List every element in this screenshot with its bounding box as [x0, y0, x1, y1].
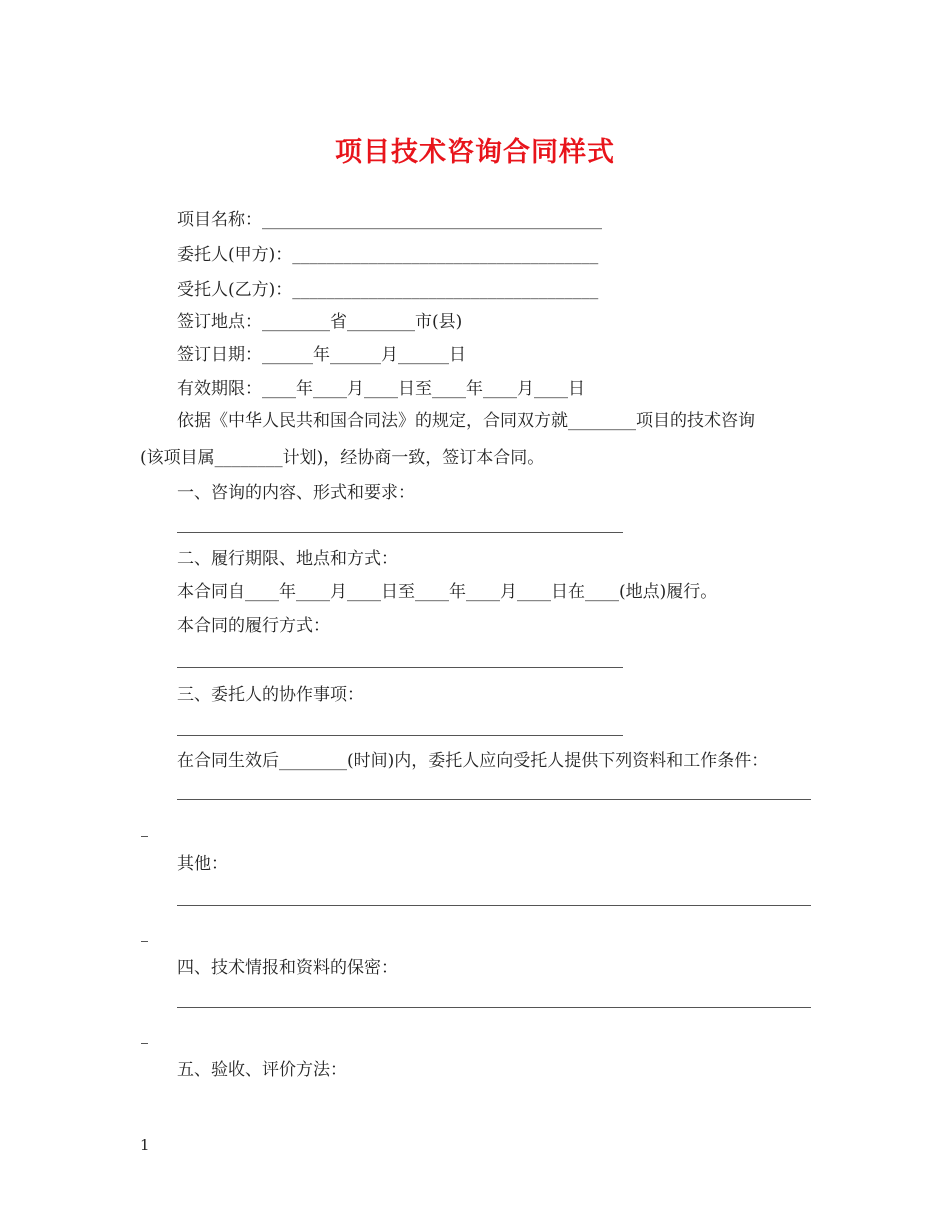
section-3-heading: 三、委托人的协作事项： [177, 685, 364, 705]
fill-in-rule [177, 799, 811, 800]
basis-paragraph-line-2: (该项目属________计划)，经协商一致，签订本合同。 [140, 448, 545, 468]
validity-line: 有效期限：____年____月____日至____年____月____日 [177, 379, 585, 399]
fill-in-rule [177, 1007, 811, 1008]
basis-paragraph-line-1: 依据《中华人民共和国合同法》的规定，合同双方就________项目的技术咨询 [177, 411, 755, 431]
section-4-heading: 四、技术情报和资料的保密： [177, 958, 398, 978]
sign-place-line: 签订地点：________省________市(县) [177, 312, 463, 332]
section-1-heading: 一、咨询的内容、形式和要求： [177, 483, 415, 503]
fill-in-rule [177, 532, 623, 533]
fill-in-rule-continuation [141, 941, 148, 942]
project-name-line: 项目名称：________________________________________ [177, 210, 602, 230]
section-3-provide-line: 在合同生效后________(时间)内，委托人应向受托人提供下列资料和工作条件： [177, 751, 769, 771]
fill-in-rule [177, 667, 623, 668]
fill-in-rule [177, 905, 811, 906]
document-title: 项目技术咨询合同样式 [335, 137, 615, 168]
fill-in-rule-continuation [141, 836, 148, 837]
section-5-heading: 五、验收、评价方法： [177, 1060, 347, 1080]
fill-in-rule [177, 735, 623, 736]
client-line: 委托人(甲方)：____________________________________ [177, 245, 599, 265]
contractor-line: 受托人(乙方)：____________________________________ [177, 280, 599, 300]
sign-date-line: 签订日期：______年______月______日 [177, 345, 466, 365]
section-2-period-line: 本合同自____年____月____日至____年____月____日在____(地点)履行。 [177, 582, 718, 602]
section-2-manner-line: 本合同的履行方式： [177, 616, 330, 636]
fill-in-rule-continuation [141, 1043, 148, 1044]
section-3-other-line: 其他： [177, 854, 228, 874]
page-number: 1 [140, 1136, 150, 1154]
section-2-heading: 二、履行期限、地点和方式： [177, 549, 398, 569]
